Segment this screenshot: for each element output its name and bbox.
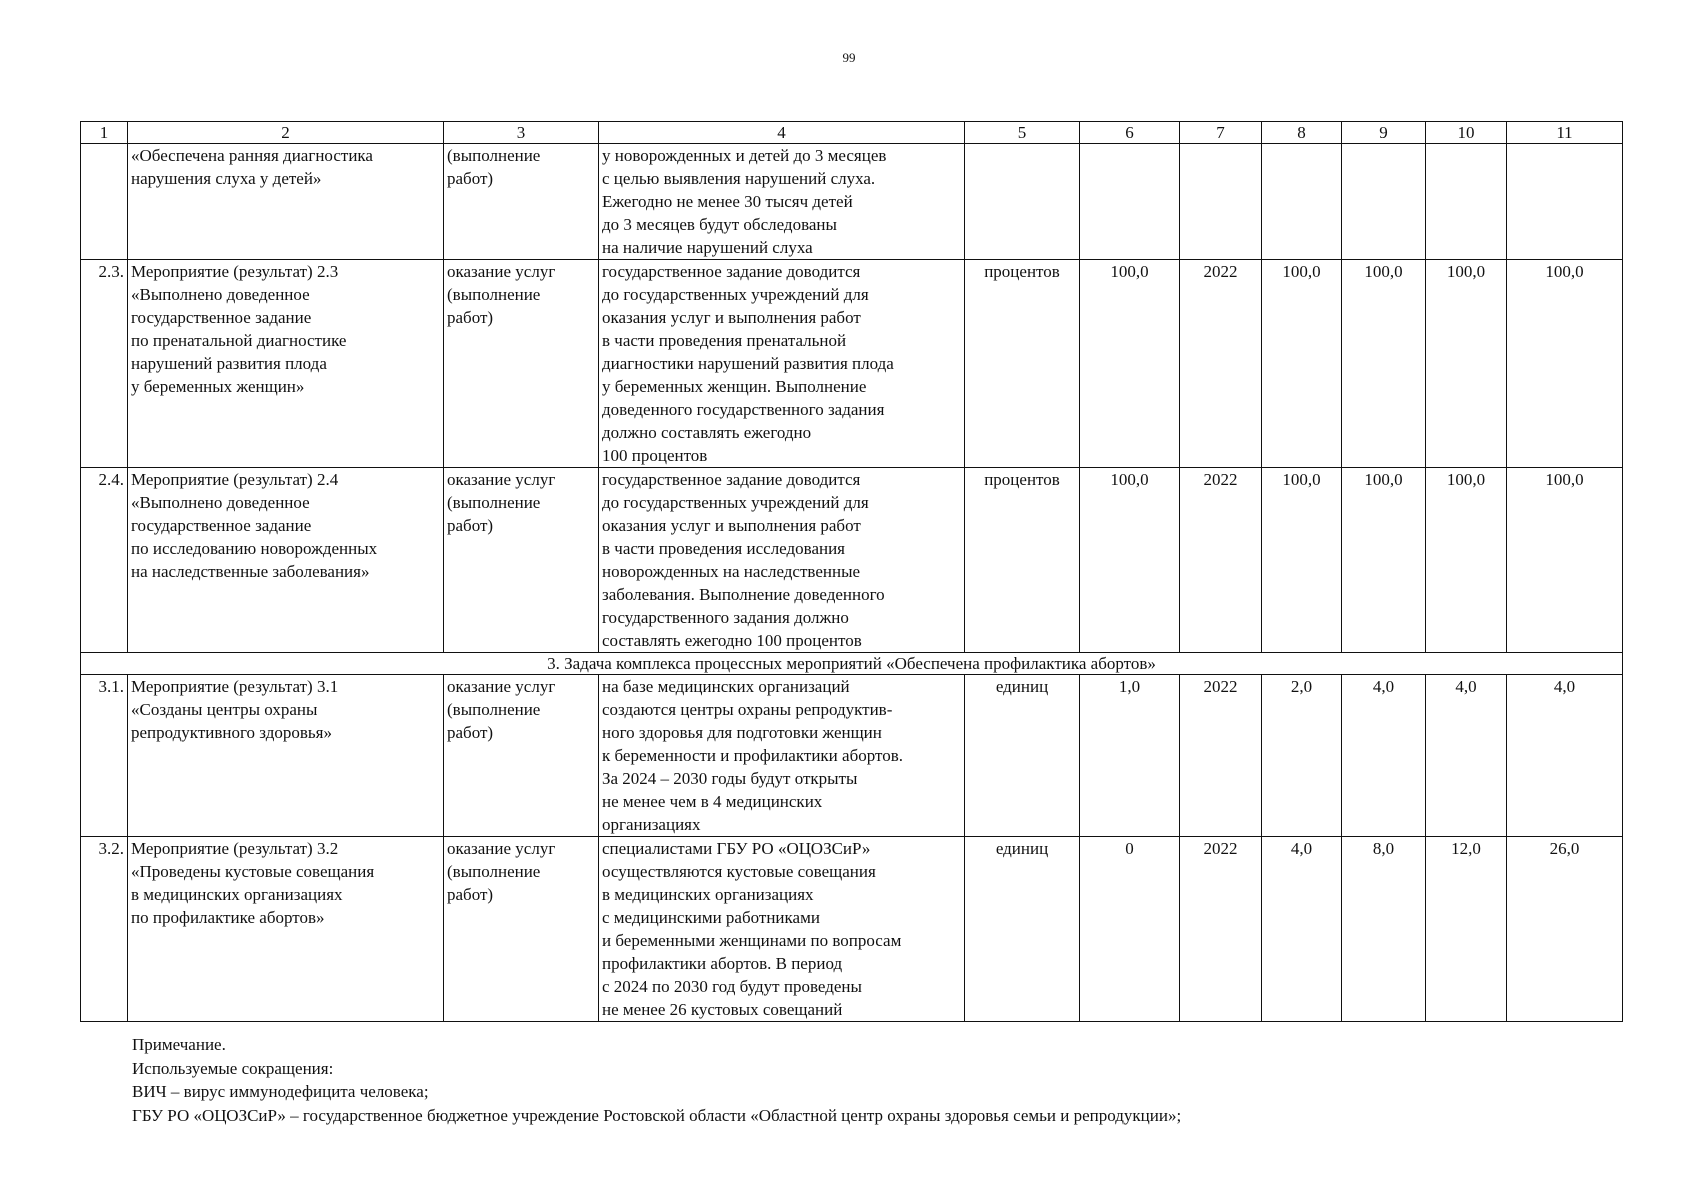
unit-cell: процентов <box>965 468 1080 653</box>
value-2026-cell: 4,0 <box>1426 675 1507 837</box>
column-header: 1 <box>81 122 128 144</box>
column-header: 8 <box>1262 122 1342 144</box>
note-line: Примечание. <box>132 1035 226 1054</box>
value-2024-cell: 100,0 <box>1262 468 1342 653</box>
table-row <box>81 468 1623 653</box>
value-2025-cell: 100,0 <box>1342 260 1426 468</box>
value-2030-cell <box>1507 144 1623 260</box>
measure-type-cell: оказание услуг (выполнение работ) <box>444 675 599 837</box>
measure-name-cell: «Обеспечена ранняя диагностика нарушения слуха у детей» <box>128 144 444 260</box>
value-2026-cell: 100,0 <box>1426 260 1507 468</box>
notes-section <box>132 1033 1612 1127</box>
table-row <box>81 837 1623 1022</box>
row-number-cell: 2.3. <box>81 260 128 468</box>
section-row <box>81 653 1623 675</box>
table-row <box>81 260 1623 468</box>
value-2025-cell <box>1342 144 1426 260</box>
measure-name-cell: Мероприятие (результат) 2.4 «Выполнено доведенное государственное задание по исследованию новорожденных на наследственные заболевания» <box>128 468 444 653</box>
column-header: 5 <box>965 122 1080 144</box>
base-year-cell <box>1180 144 1262 260</box>
base-year-cell: 2022 <box>1180 468 1262 653</box>
note-line: Используемые сокращения: <box>132 1058 334 1078</box>
base-value-cell: 100,0 <box>1080 468 1180 653</box>
measure-name-cell: Мероприятие (результат) 3.1 «Созданы центры охраны репродуктивного здоровья» <box>128 675 444 837</box>
base-year-cell: 2022 <box>1180 260 1262 468</box>
column-header: 7 <box>1180 122 1262 144</box>
row-number-cell <box>81 144 128 260</box>
value-2030-cell: 100,0 <box>1507 260 1623 468</box>
value-2024-cell: 4,0 <box>1262 837 1342 1022</box>
measure-description-cell: государственное задание доводится до государственных учреждений для оказания услуг и выполнения работ в части проведения исследования новорожденных на наследственные заболевания. Выполнение доведенного государственного задания должно составлять ежегодно 100 процентов <box>599 468 965 653</box>
unit-cell: единиц <box>965 675 1080 837</box>
value-2025-cell: 8,0 <box>1342 837 1426 1022</box>
table-row <box>81 144 1623 260</box>
measure-type-cell: оказание услуг (выполнение работ) <box>444 468 599 653</box>
measure-description-cell: специалистами ГБУ РО «ОЦОЗСиР» осуществляются кустовые совещания в медицинских организациях с медицинскими работниками и беременными женщинами по вопросам профилактики абортов. В период с 2024 по 2030 год будут проведены не менее 26 кустовых совещаний <box>599 837 965 1022</box>
value-2030-cell: 100,0 <box>1507 468 1623 653</box>
measures-table <box>80 121 1623 1022</box>
note-line: ВИЧ – вирус иммунодефицита человека; <box>132 1082 429 1101</box>
value-2030-cell: 4,0 <box>1507 675 1623 837</box>
value-2026-cell: 100,0 <box>1426 468 1507 653</box>
column-header: 2 <box>128 122 444 144</box>
base-value-cell: 1,0 <box>1080 675 1180 837</box>
base-year-cell: 2022 <box>1180 837 1262 1022</box>
base-year-cell: 2022 <box>1180 675 1262 837</box>
measure-name-cell: Мероприятие (результат) 2.3 «Выполнено доведенное государственное задание по пренатальной диагностике нарушений развития плода у беременных женщин» <box>128 260 444 468</box>
unit-cell: процентов <box>965 260 1080 468</box>
measure-type-cell: оказание услуг (выполнение работ) <box>444 837 599 1022</box>
row-number-cell: 3.2. <box>81 837 128 1022</box>
measure-description-cell: у новорожденных и детей до 3 месяцев с целью выявления нарушений слуха. Ежегодно не менее 30 тысяч детей до 3 месяцев будут обследованы на наличие нарушений слуха <box>599 144 965 260</box>
measure-type-cell: (выполнение работ) <box>444 144 599 260</box>
value-2024-cell <box>1262 144 1342 260</box>
unit-cell <box>965 144 1080 260</box>
column-header: 9 <box>1342 122 1426 144</box>
row-number-cell: 2.4. <box>81 468 128 653</box>
table-row <box>81 675 1623 837</box>
measure-type-cell: оказание услуг (выполнение работ) <box>444 260 599 468</box>
unit-cell: единиц <box>965 837 1080 1022</box>
value-2030-cell: 26,0 <box>1507 837 1623 1022</box>
row-number-cell: 3.1. <box>81 675 128 837</box>
column-header: 6 <box>1080 122 1180 144</box>
column-header: 11 <box>1507 122 1623 144</box>
measure-description-cell: на базе медицинских организаций создаются центры охраны репродуктив- ного здоровья для подготовки женщин к беременности и профилактики абортов. За 2024 – 2030 годы будут открыты не менее чем в 4 медицинских организациях <box>599 675 965 837</box>
value-2024-cell: 2,0 <box>1262 675 1342 837</box>
note-line: ГБУ РО «ОЦОЗСиР» – государственное бюджетное учреждение Ростовской области «Областной центр охраны здоровья семьи и репродукции»; <box>132 1105 1182 1125</box>
value-2026-cell: 12,0 <box>1426 837 1507 1022</box>
base-value-cell <box>1080 144 1180 260</box>
measure-name-cell: Мероприятие (результат) 3.2 «Проведены кустовые совещания в медицинских организациях по профилактике абортов» <box>128 837 444 1022</box>
column-header: 10 <box>1426 122 1507 144</box>
base-value-cell: 0 <box>1080 837 1180 1022</box>
table-header-row <box>81 122 1623 144</box>
page-number: 99 <box>842 50 856 65</box>
column-header: 3 <box>444 122 599 144</box>
measure-description-cell: государственное задание доводится до государственных учреждений для оказания услуг и выполнения работ в части проведения пренатальной диагностики нарушений развития плода у беременных женщин. Выполнение доведенного государственного задания должно составлять ежегодно 100 процентов <box>599 260 965 468</box>
value-2026-cell <box>1426 144 1507 260</box>
value-2025-cell: 4,0 <box>1342 675 1426 837</box>
value-2024-cell: 100,0 <box>1262 260 1342 468</box>
base-value-cell: 100,0 <box>1080 260 1180 468</box>
column-header: 4 <box>599 122 965 144</box>
value-2025-cell: 100,0 <box>1342 468 1426 653</box>
section-title: 3. Задача комплекса процессных мероприятий «Обеспечена профилактика абортов» <box>81 653 1623 675</box>
